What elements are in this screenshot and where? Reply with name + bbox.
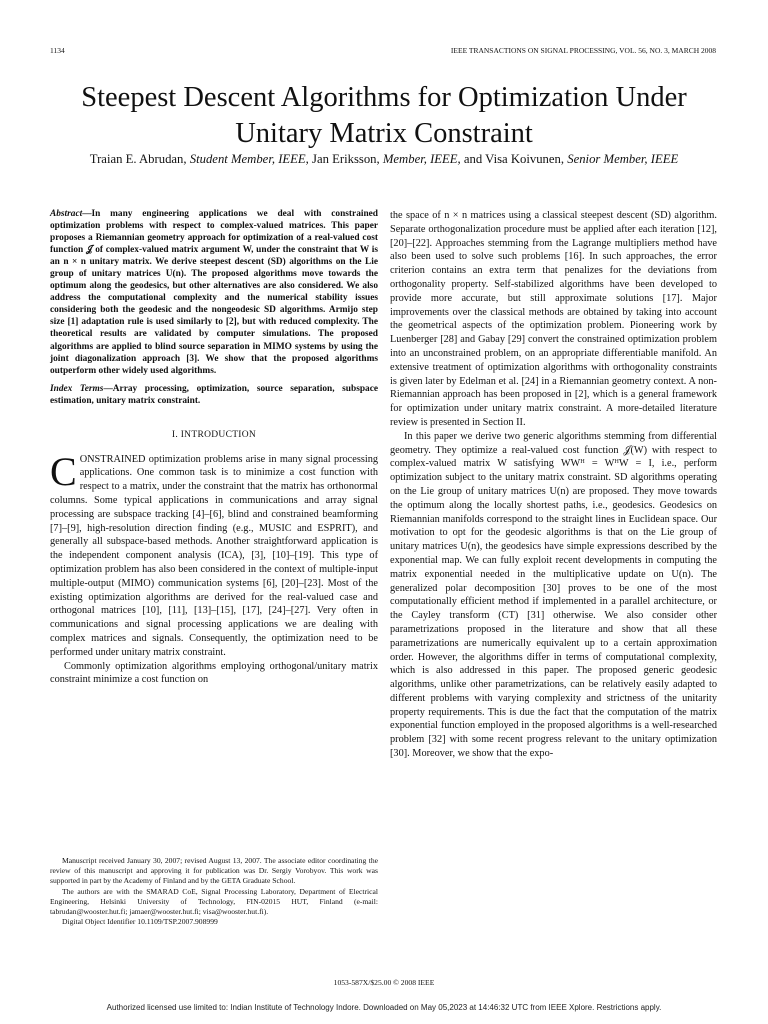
intro-p1-text: ONSTRAINED optimization problems arise in many signal processing applications. One common task is to minimize a cost function with respect to a matrix, under the constraint that the matrix has orthonormal columns. Some typical applications in communications and array signal processing are subspace tracking [4]–[6], blind and constrained beamforming [7]–[9], high-resolution direction finding (e.g., MUSIC and ESPRIT), and generally all subspace-based methods. Another straightforward application is the independent component analysis (ICA), [3], [10]–[19]. This type of optimization problem has also been considered in the context of multiple-input multiple-output (MIMO) communication systems [6], [20]–[23]. Most of the existing optimization algorithms are derived for the real-valued case and orthogonal matrices [10], [11], [13]–[15], [17], [24]–[27]. Very often in communications and signal processing applications we are dealing with complex matrices and signals. Consequently, the optimization need to be performed under unitary matrix constraint. (50, 453, 378, 658)
abstract-label: Abstract (50, 209, 83, 219)
author-2-role: Member, IEEE, (382, 152, 461, 166)
footnote-affiliation: The authors are with the SMARAD CoE, Signal Processing Laboratory, Department of Electrical Engineering, Helsinki University of Technology, FIN-02015 HUT, Finland (e-mail: tabrudan@wooster.hut.fi; jamaer@wooster.hut.fi; visa@wooster.hut.fi). (50, 886, 378, 917)
index-terms-text: —Array processing, optimization, source separation, subspace estimation, unitary matrix constraint. (50, 383, 378, 406)
footnote (50, 856, 378, 927)
abstract-text: —In many engineering applications we deal with constrained optimization problems with respect to complex-valued matrices. This paper proposes a Riemannian geometry approach for optimization of a real-valued cost function 𝒥 of complex-valued matrix argument W, under the constraint that W is an n × n unitary matrix. We derive steepest descent (SD) algorithms on the Lie group of unitary matrices U(n). The proposed algorithms move towards the optimum along the geodesics, but other alternatives are also considered. We also address the computational complexity and the numerical stability issues considering both the geodesic and the nongeodesic SD algorithms. Armijo step size [1] adaptation rule is used similarly to [2], but with reduced complexity. The theoretical results are validated by computer simulations. The proposed algorithms are applied to blind source separation in MIMO systems by using the joint diagonalization approach [3]. We show that the proposed algorithms outperform other widely used algorithms. (50, 209, 378, 376)
right-paragraph-1: the space of n × n matrices using a classical steepest descent (SD) algorithm. Separate orthogonalization procedure must be applied after each iteration [12], [20]–[22]. Approaches stemming from the Lagrange multipliers method have also been used to solve such problems [16]. In such approaches, the error criterion contains an extra term that penalizes for the deviations from orthogonality property. Self-stabilized algorithms have been developed to provide more accurate, but still approximate solutions [17]. Major improvements over the classical methods are obtained by taking into account the geometrical aspects of the optimization problem. Pioneering work by Luenberger [28] and Gabay [29] convert the constrained optimization problem into an unconstrained problem, on an appropriate differentiable manifold. An extensive treatment of optimization algorithms with orthogonality constraints is given later by Edelman et al. [24] in a Riemannian geometry context. A non-Riemannian approach has been proposed in [2], which is a general framework for optimization under unitary matrix constraint. A more-detailed literature review is presented in Section II. (390, 210, 717, 428)
section-heading: I. INTRODUCTION (171, 429, 257, 440)
author-3: Visa Koivunen, (485, 152, 565, 166)
right-paragraph-2: In this paper we derive two generic algorithms stemming from differential geometry. They optimize a real-valued cost function 𝒥(W) with respect to complex-valued matrix W satisfying WWᴴ = WᴴW = I, i.e., perform optimization subject to the unitary matrix constraint. SD algorithms operating on the Lie group of unitary matrices U(n) are proposed. They move towards the optimum along the locally shortest paths, i.e., geodesics. Geodesics on Riemannian manifolds correspond to the straight lines in Euclidean space. Our motivation to opt for the geodesic algorithms is that on the Lie group of unitary matrices U(n), the geodesics have simple expressions described by the exponential map. We can fully exploit recent developments in computing the matrix exponential needed in the multiplicative update on U(n). The generalized polar decomposition [30] proves to be one of the most computationally efficient method if implemented in a parallel architecture, or the Cayley transform (CT) [31] otherwise. We also consider other parametrizations proposed in the literature and show that all these parametrizations are numerically equivalent up to a certain approximation order. However, the algorithms differ in terms of computational complexity, which is also addressed in this paper. The proposed generic geodesic algorithms, unlike other parametrizations, can be relatively easily adapted to different problems with varying complexity and strictness of the unitarity property requirements. This is due the fact that the computation of the matrix exponential function employed in the proposed algorithms is a well-researched problem [32] with some recent progress relevant to the unitary optimization [30]. Moreover, we show that the expo- (390, 430, 717, 760)
author-2: Jan Eriksson, (312, 152, 380, 166)
author-list (30, 152, 738, 167)
copyright-notice: 1053-587X/$25.00 © 2008 IEEE (333, 978, 435, 987)
left-column (50, 208, 378, 687)
journal-info: IEEE TRANSACTIONS ON SIGNAL PROCESSING, VOL. 56, NO. 3, MARCH 2008 (450, 46, 716, 55)
author-1-role: Student Member, IEEE, (189, 152, 309, 166)
intro-paragraph-1 (50, 448, 378, 660)
page-number: 1134 (50, 46, 65, 55)
drop-cap: C (50, 448, 77, 494)
right-column (390, 209, 717, 761)
abstract (50, 208, 378, 377)
footnote-doi: Digital Object Identifier 10.1109/TSP.2007.908999 (62, 917, 218, 927)
introduction (50, 448, 378, 688)
license-notice: Authorized licensed use limited to: Indian Institute of Technology Indore. Downloaded on May 05,2023 at 14:46:32 UTC from IEEE Xplore. Restrictions apply. (106, 1003, 662, 1012)
author-1: Traian E. Abrudan, (89, 152, 187, 166)
author-and: and (463, 152, 483, 166)
index-terms (50, 383, 378, 407)
title-line-2: Unitary Matrix Constraint (235, 118, 533, 149)
intro-paragraph-2: Commonly optimization algorithms employing orthogonal/unitary matrix constraint minimize a cost function on (50, 660, 378, 686)
running-header (50, 46, 716, 55)
index-terms-label: Index Terms (50, 383, 104, 394)
paper-title (40, 80, 728, 152)
footnote-manuscript: Manuscript received January 30, 2007; revised August 13, 2007. The associate editor coordinating the review of this manuscript and approving it for publication was Dr. Sergiy Vorobyov. This work was supported in part by the Academy of Finland and by the GETA Graduate School. (50, 856, 378, 886)
author-3-role: Senior Member, IEEE (567, 152, 679, 166)
title-line-1: Steepest Descent Algorithms for Optimization Under (81, 82, 687, 113)
